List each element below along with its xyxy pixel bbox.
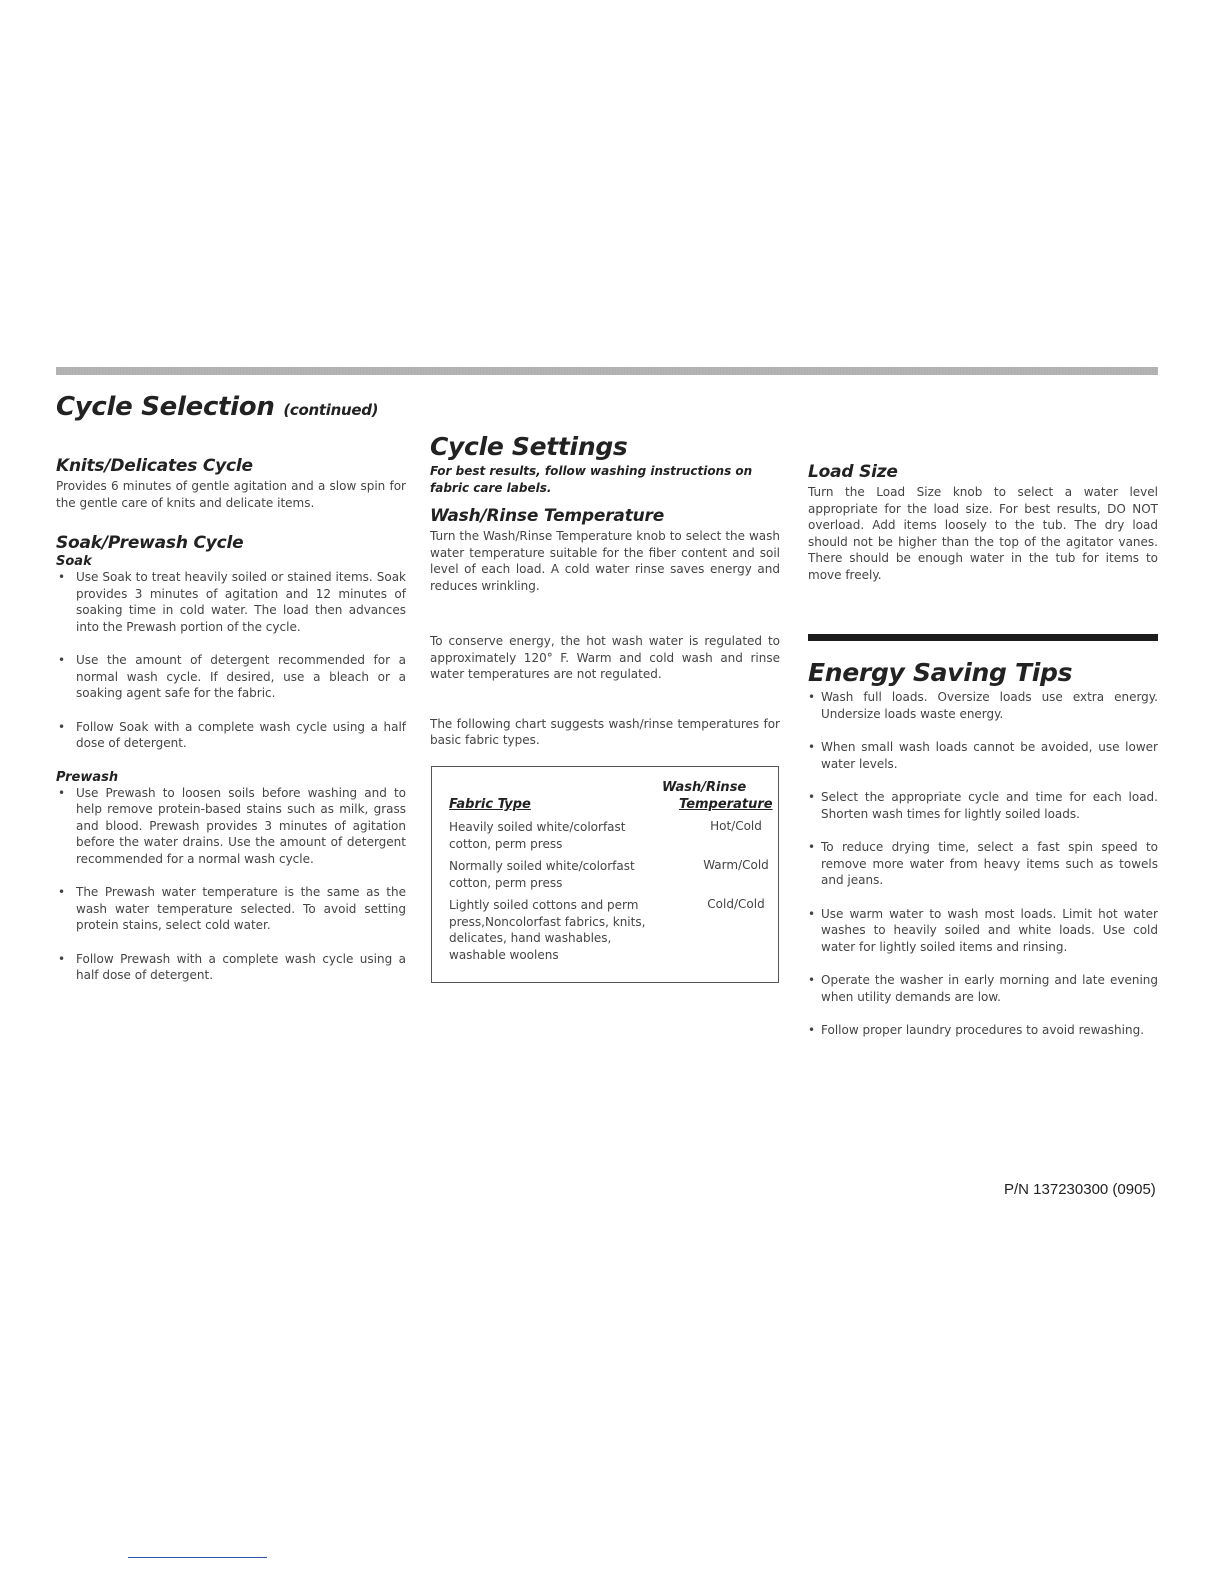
list-item: • Select the appropriate cycle and time for each load. Shorten wash times for lightly soiled loads.	[808, 789, 1158, 822]
wash-rinse-temp-heading: Wash/Rinse Temperature	[430, 506, 665, 526]
list-item: • Follow proper laundry procedures to avoid rewashing.	[808, 1022, 1158, 1039]
table-row	[449, 897, 769, 963]
table-header-fabric-type: Fabric Type	[449, 797, 531, 812]
table-cell-temperature: Warm/Cold	[703, 858, 769, 872]
energy-divider-rule	[808, 634, 1158, 641]
list-item: • Use Soak to treat heavily soiled or stained items. Soak provides 3 minutes of agitation and 12 minutes of soaking time in cold water. The load then advances into the Prewash portion of the cycle.	[56, 569, 406, 635]
load-size-heading: Load Size	[808, 462, 898, 482]
top-divider-rule	[56, 367, 1158, 375]
list-item: • To reduce drying time, select a fast spin speed to remove more water from heavy items such as towels and jeans.	[808, 839, 1158, 889]
load-size-body: Turn the Load Size knob to select a water level appropriate for the load size. For best results, DO NOT overload. Add items loosely to the tub. The dry load should not be higher than the top of the agitator vanes. There should be enough water in the tub for items to move freely.	[808, 485, 1158, 582]
list-item: • Use the amount of detergent recommended for a normal wash cycle. If desired, use a bleach or a soaking agent safe for the fabric.	[56, 652, 406, 702]
list-item: • Use warm water to wash most loads. Limit hot water washes to heavily soiled and white loads. Use cold water for lightly soiled items and rinsing.	[808, 906, 1158, 956]
table-cell-fabric: Normally soiled white/colorfast cotton, perm press	[449, 859, 635, 890]
table-cell-fabric: Heavily soiled white/colorfast cotton, perm press	[449, 820, 626, 851]
soak-prewash-heading: Soak/Prewash Cycle	[56, 533, 244, 553]
middle-column	[430, 432, 780, 749]
table-row	[449, 858, 769, 891]
knits-heading: Knits/Delicates Cycle	[56, 456, 253, 476]
prewash-subheading: Prewash	[56, 769, 119, 785]
energy-tips-list	[808, 689, 1158, 1039]
part-number: P/N 137230300 (0905)	[1004, 1181, 1156, 1198]
chart-intro: The following chart suggests wash/rinse temperatures for basic fabric types.	[430, 716, 780, 747]
list-item: • Use Prewash to loosen soils before washing and to help remove protein-based stains such as milk, grass and blood. Prewash provides 3 minutes of agitation before the water drains. Use the amount of detergent recommended for a normal wash cycle.	[56, 785, 406, 868]
table-cell-fabric: Lightly soiled cottons and perm press,Noncolorfast fabrics, knits, delicates, hand washables, washable woolens	[449, 898, 646, 962]
table-row	[449, 819, 769, 852]
wash-rinse-temp-body: Turn the Wash/Rinse Temperature knob to select the wash water temperature suitable for the fiber content and soil level of each load. A cold water rinse saves energy and reduces wrinkling.	[430, 529, 780, 593]
prewash-bullet-list	[56, 785, 406, 984]
list-item: • Operate the washer in early morning and late evening when utility demands are low.	[808, 972, 1158, 1005]
soak-bullet-list	[56, 569, 406, 752]
bottom-link-underline	[128, 1557, 267, 1558]
list-item: • Wash full loads. Oversize loads use extra energy. Undersize loads waste energy.	[808, 689, 1158, 722]
soak-subheading: Soak	[56, 554, 92, 569]
conserve-energy-body: To conserve energy, the hot wash water is regulated to approximately 120° F. Warm and cold wash and rinse water temperatures are not regulated.	[430, 634, 780, 681]
cycle-settings-lead: For best results, follow washing instructions on fabric care labels.	[430, 464, 753, 495]
knits-body: Provides 6 minutes of gentle agitation and a slow spin for the gentle care of knits and delicate items.	[56, 479, 406, 510]
left-column	[56, 392, 406, 984]
table-header-temperature: Temperature	[679, 797, 773, 812]
page-title-text: Cycle Selection	[56, 392, 275, 422]
list-item: • Follow Soak with a complete wash cycle using a half dose of detergent.	[56, 719, 406, 752]
list-item: • The Prewash water temperature is the same as the wash water temperature selected. To avoid setting protein stains, select cold water.	[56, 884, 406, 934]
table-header-wash-rinse: Wash/Rinse	[662, 780, 747, 795]
list-item: • Follow Prewash with a complete wash cycle using a half dose of detergent.	[56, 951, 406, 984]
energy-saving-heading: Energy Saving Tips	[808, 658, 1073, 687]
table-cell-temperature: Hot/Cold	[710, 819, 762, 833]
page-title-suffix: (continued)	[283, 401, 379, 419]
right-column	[808, 462, 1158, 583]
list-item: • When small wash loads cannot be avoided, use lower water levels.	[808, 739, 1158, 772]
cycle-settings-heading: Cycle Settings	[430, 432, 628, 461]
table-cell-temperature: Cold/Cold	[707, 897, 765, 911]
page-title	[56, 392, 406, 422]
energy-section	[808, 658, 1158, 1039]
fabric-temperature-table	[431, 766, 779, 983]
